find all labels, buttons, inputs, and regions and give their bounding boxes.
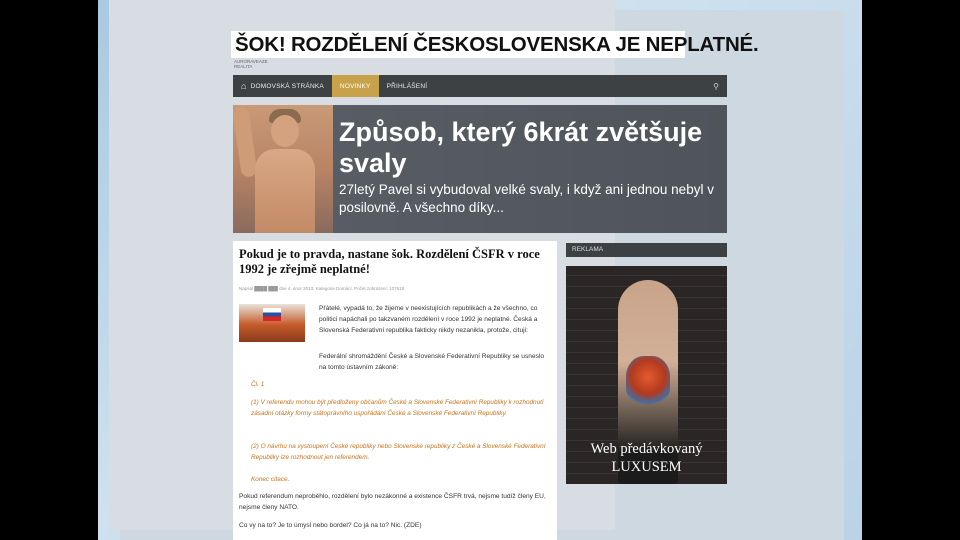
ad-text: Web předávkovaný LUXUSEM — [590, 441, 703, 475]
article-paragraph-2: Federální shromáždění České a Slovenské Federativní Republiky se usneslo na tomto ústavním zákoně: — [319, 353, 545, 371]
sidebar-ad[interactable] — [566, 266, 727, 484]
article-paragraph-3: Pokud referendum neproběhlo, rozdělení bylo nezákonné a existence ČSFR trvá, nejsme tudíž členy EU, nejsme členy NATO. — [239, 493, 546, 511]
banner-photo — [233, 105, 333, 233]
article-thumbnail — [239, 304, 305, 342]
site-meta-line-1: AURORAVEAZE — [234, 59, 268, 64]
article-title[interactable]: Pokud je to pravda, nastane šok. Rozdělení ČSFR v roce 1992 je zřejmě neplatné! — [239, 247, 540, 276]
site-meta-line-2: REALITA — [234, 64, 253, 69]
banner-title: Způsob, který 6krát zvětšuje svaly — [339, 117, 703, 178]
quote-line-1: Čl. 1 — [251, 381, 265, 388]
navbar — [233, 75, 727, 97]
nav-home-label: DOMOVSKÁ STRÁNKA — [250, 82, 324, 90]
nav-home[interactable] — [233, 75, 332, 97]
headline: ŠOK! ROZDĚLENÍ ČESKOSLOVENSKA JE NEPLATNÉ. — [231, 31, 685, 58]
search-icon[interactable]: ⚲ — [713, 81, 719, 91]
banner-photo-head — [271, 115, 299, 147]
article-paragraph-1: Přátelé, vypadá to, že žijeme v neexistujících republikách a že všechno, co politici napáchali po takzvaném rozdělení v roce 1992 je neplatné. Česká a Slovenská Federativní republika fakticky nikdy nezanikla, protože, cituji: — [319, 305, 538, 334]
article-paragraph-4: Co vy na to? Je to úmysl nebo bordel? Co já na to? Nic. (ZDE) — [239, 522, 422, 529]
flag-image — [263, 308, 281, 321]
banner-subtitle: 27letý Pavel si vybudoval velké svaly, i když ani jednou nebyl v posilovně. A všechno díky... — [339, 182, 714, 215]
sidebar-heading: REKLAMA — [566, 243, 727, 257]
quote-line-3: (2) O návrhu na vystoupení České republiky nebo Slovenské republiky z České a Slovenské Federativní Republiky lze rozhodnout jen referendem. — [251, 443, 546, 461]
nav-login[interactable]: PŘIHLÁŠENÍ — [386, 82, 428, 90]
ad-tattoo — [626, 356, 670, 408]
article — [233, 241, 557, 540]
nav-news[interactable]: NOVINKY — [332, 75, 379, 97]
banner-photo-torso — [255, 149, 315, 233]
quote-line-4: Konec citace. — [251, 476, 290, 483]
article-meta: Napsal ████ ███ dne 4. únor 2013. Kategorie Domácí. Počet zobrazení: 107618 — [239, 286, 405, 291]
site-meta — [234, 59, 268, 69]
quote-line-2: (1) V referendu mohou být předloženy občanům České a Slovenské Federativní Republiky k rozhodnutí zásadní otázky formy státoprávního uspořádání České a Slovenské Federativní Republiky. — [251, 399, 544, 417]
banner-ad[interactable] — [233, 105, 727, 233]
home-icon: ⌂ — [241, 81, 247, 91]
